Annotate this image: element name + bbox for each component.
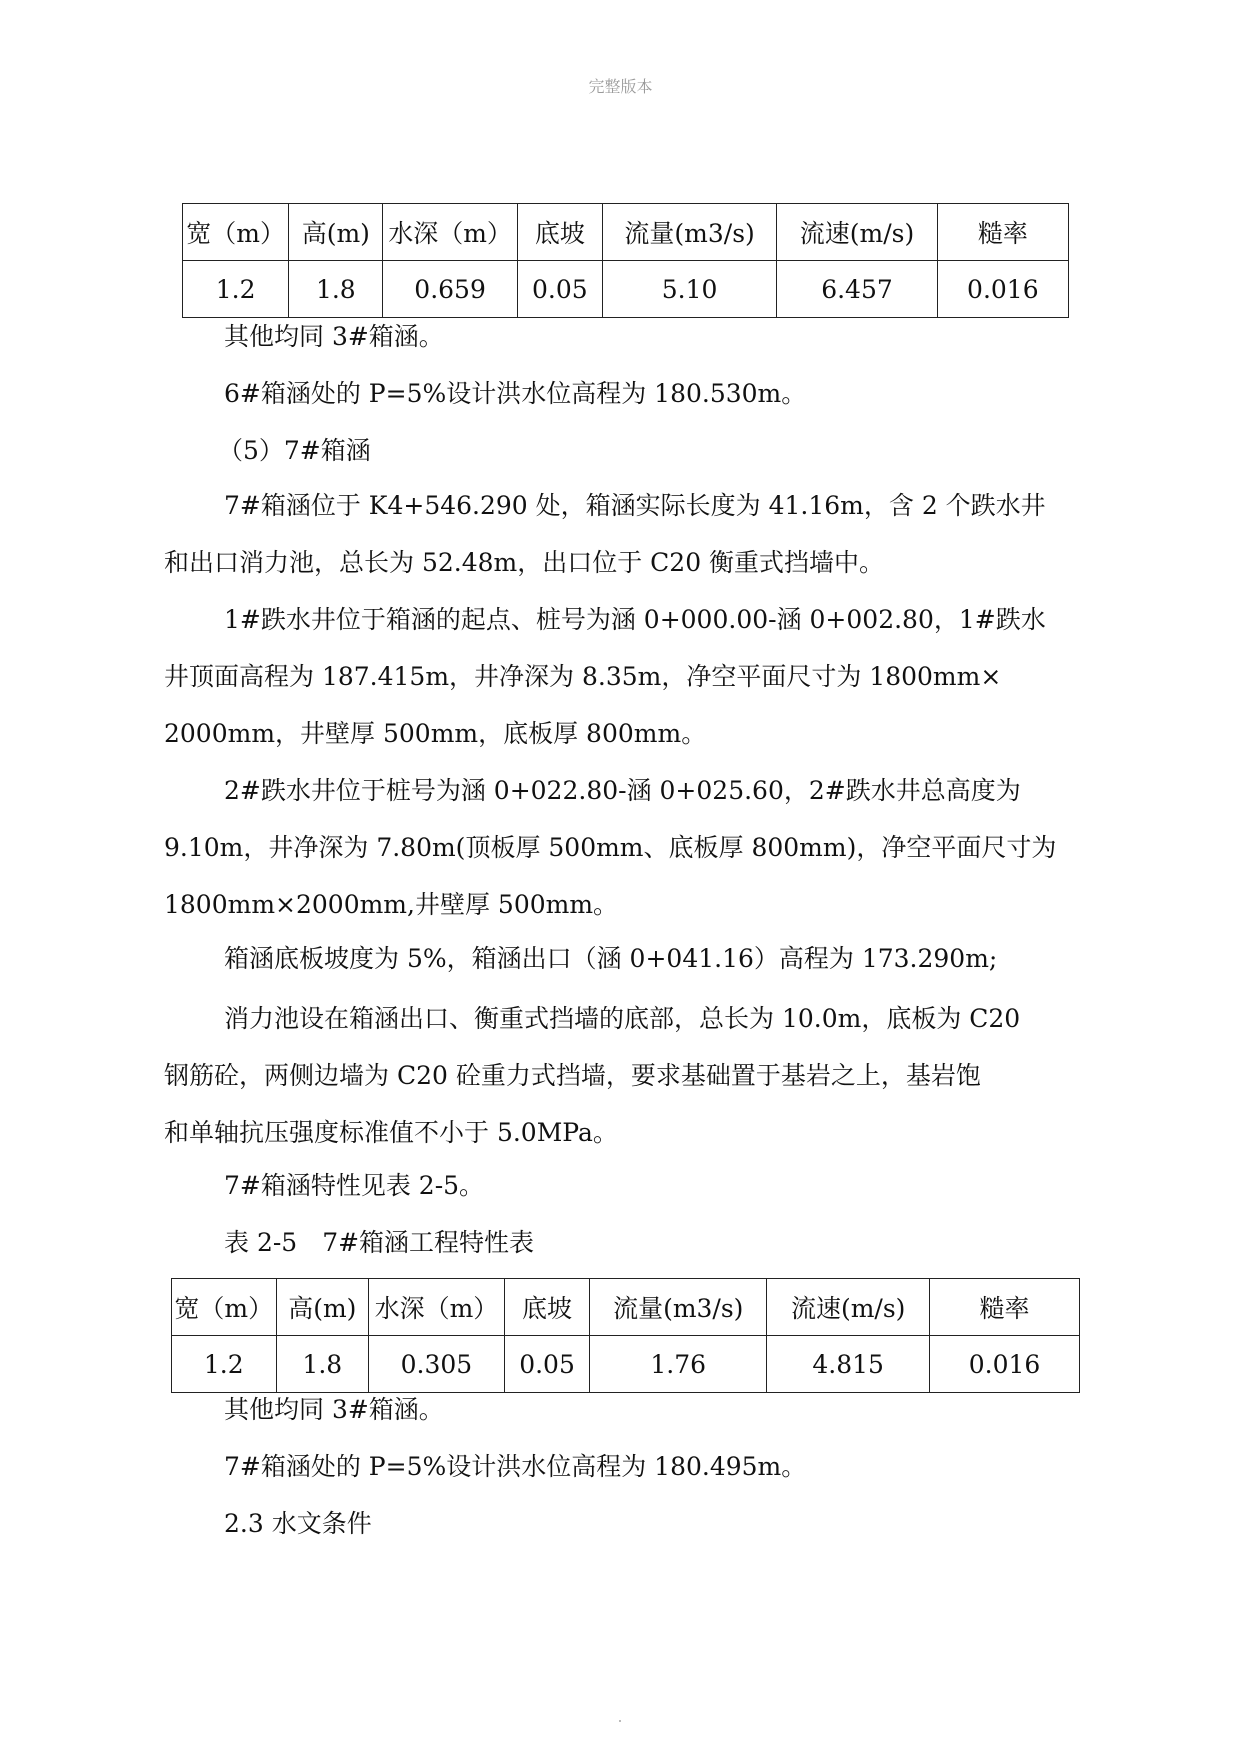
header-cell: 流速(m/s)	[767, 1279, 930, 1336]
section-heading: 2.3 水文条件	[224, 1509, 372, 1538]
table-caption: 表 2-5 7#箱涵工程特性表	[224, 1228, 535, 1257]
table-header-row	[183, 204, 1069, 261]
header-cell: 糙率	[930, 1279, 1080, 1336]
para-line: 和单轴抗压强度标准值不小于 5.0MPa。	[164, 1118, 618, 1147]
table-cell: 1.2	[172, 1336, 277, 1393]
table-cell: 0.659	[383, 261, 517, 318]
table-row	[183, 261, 1069, 318]
header-cell: 底坡	[504, 1279, 589, 1336]
footer-dot	[619, 1720, 621, 1722]
body-line: 7#箱涵处的 P=5%设计洪水位高程为 180.495m。	[224, 1452, 807, 1481]
table-cell: 6.457	[777, 261, 937, 318]
table-cell: 1.2	[183, 261, 289, 318]
header-cell: 流速(m/s)	[777, 204, 937, 261]
table-header-row	[172, 1279, 1080, 1336]
body-line: 其他均同 3#箱涵。	[224, 322, 444, 351]
table-cell: 1.8	[276, 1336, 369, 1393]
para-line: 1#跌水井位于箱涵的起点、桩号为涵 0+000.00-涵 0+002.80，1#跌水	[224, 605, 1046, 634]
header-cell: 水深（m）	[369, 1279, 505, 1336]
para-line: 和出口消力池，总长为 52.48m，出口位于 C20 衡重式挡墙中。	[164, 548, 885, 577]
table-cell: 0.05	[517, 261, 602, 318]
para-line: 2#跌水井位于桩号为涵 0+022.80-涵 0+025.60，2#跌水井总高度为	[224, 776, 1021, 805]
para-line: 7#箱涵位于 K4+546.290 处，箱涵实际长度为 41.16m，含 2 个跌水井	[224, 491, 1046, 520]
header-cell: 流量(m3/s)	[602, 204, 776, 261]
header-cell: 宽（m）	[183, 204, 289, 261]
header-cell: 高(m)	[276, 1279, 369, 1336]
table-cell: 0.016	[930, 1336, 1080, 1393]
table-cell: 5.10	[602, 261, 776, 318]
body-line: 其他均同 3#箱涵。	[224, 1395, 444, 1424]
table-cell: 0.305	[369, 1336, 505, 1393]
header-cell: 底坡	[517, 204, 602, 261]
section-heading: （5）7#箱涵	[218, 436, 371, 465]
page-header: 完整版本	[588, 77, 653, 96]
paragraph-stilling-basin	[164, 990, 1088, 1161]
table-cell: 4.815	[767, 1336, 930, 1393]
header-cell: 水深（m）	[383, 204, 517, 261]
header-cell: 高(m)	[289, 204, 383, 261]
para-line: 1800mm×2000mm,井壁厚 500mm。	[164, 890, 619, 919]
table-cell: 0.05	[504, 1336, 589, 1393]
para-line: 9.10m，井净深为 7.80m(顶板厚 500mm、底板厚 800mm)，净空平面尺寸为	[164, 833, 1057, 862]
para-line: 钢筋砼，两侧边墙为 C20 砼重力式挡墙，要求基础置于基岩之上，基岩饱	[164, 1061, 981, 1090]
body-line: 7#箱涵特性见表 2-5。	[224, 1171, 485, 1200]
paragraph-culvert-7-location	[164, 477, 1088, 591]
table-cell: 0.016	[937, 261, 1068, 318]
body-line: 箱涵底板坡度为 5%，箱涵出口（涵 0+041.16）高程为 173.290m;	[224, 944, 998, 973]
table-cell: 1.8	[289, 261, 383, 318]
para-line: 2000mm，井壁厚 500mm，底板厚 800mm。	[164, 719, 707, 748]
header-cell: 宽（m）	[172, 1279, 277, 1336]
para-line: 消力池设在箱涵出口、衡重式挡墙的底部，总长为 10.0m，底板为 C20	[224, 1004, 1021, 1033]
para-line: 井顶面高程为 187.415m，井净深为 8.35m，净空平面尺寸为 1800mm×	[164, 662, 1002, 691]
culvert-7-spec-table	[171, 1278, 1080, 1393]
header-cell: 流量(m3/s)	[590, 1279, 767, 1336]
table-cell: 1.76	[590, 1336, 767, 1393]
header-cell: 糙率	[937, 204, 1068, 261]
table-row	[172, 1336, 1080, 1393]
culvert-6-spec-table	[182, 203, 1069, 318]
body-line: 6#箱涵处的 P=5%设计洪水位高程为 180.530m。	[224, 379, 807, 408]
paragraph-drop-well-1	[164, 591, 1088, 762]
paragraph-drop-well-2	[164, 762, 1088, 933]
